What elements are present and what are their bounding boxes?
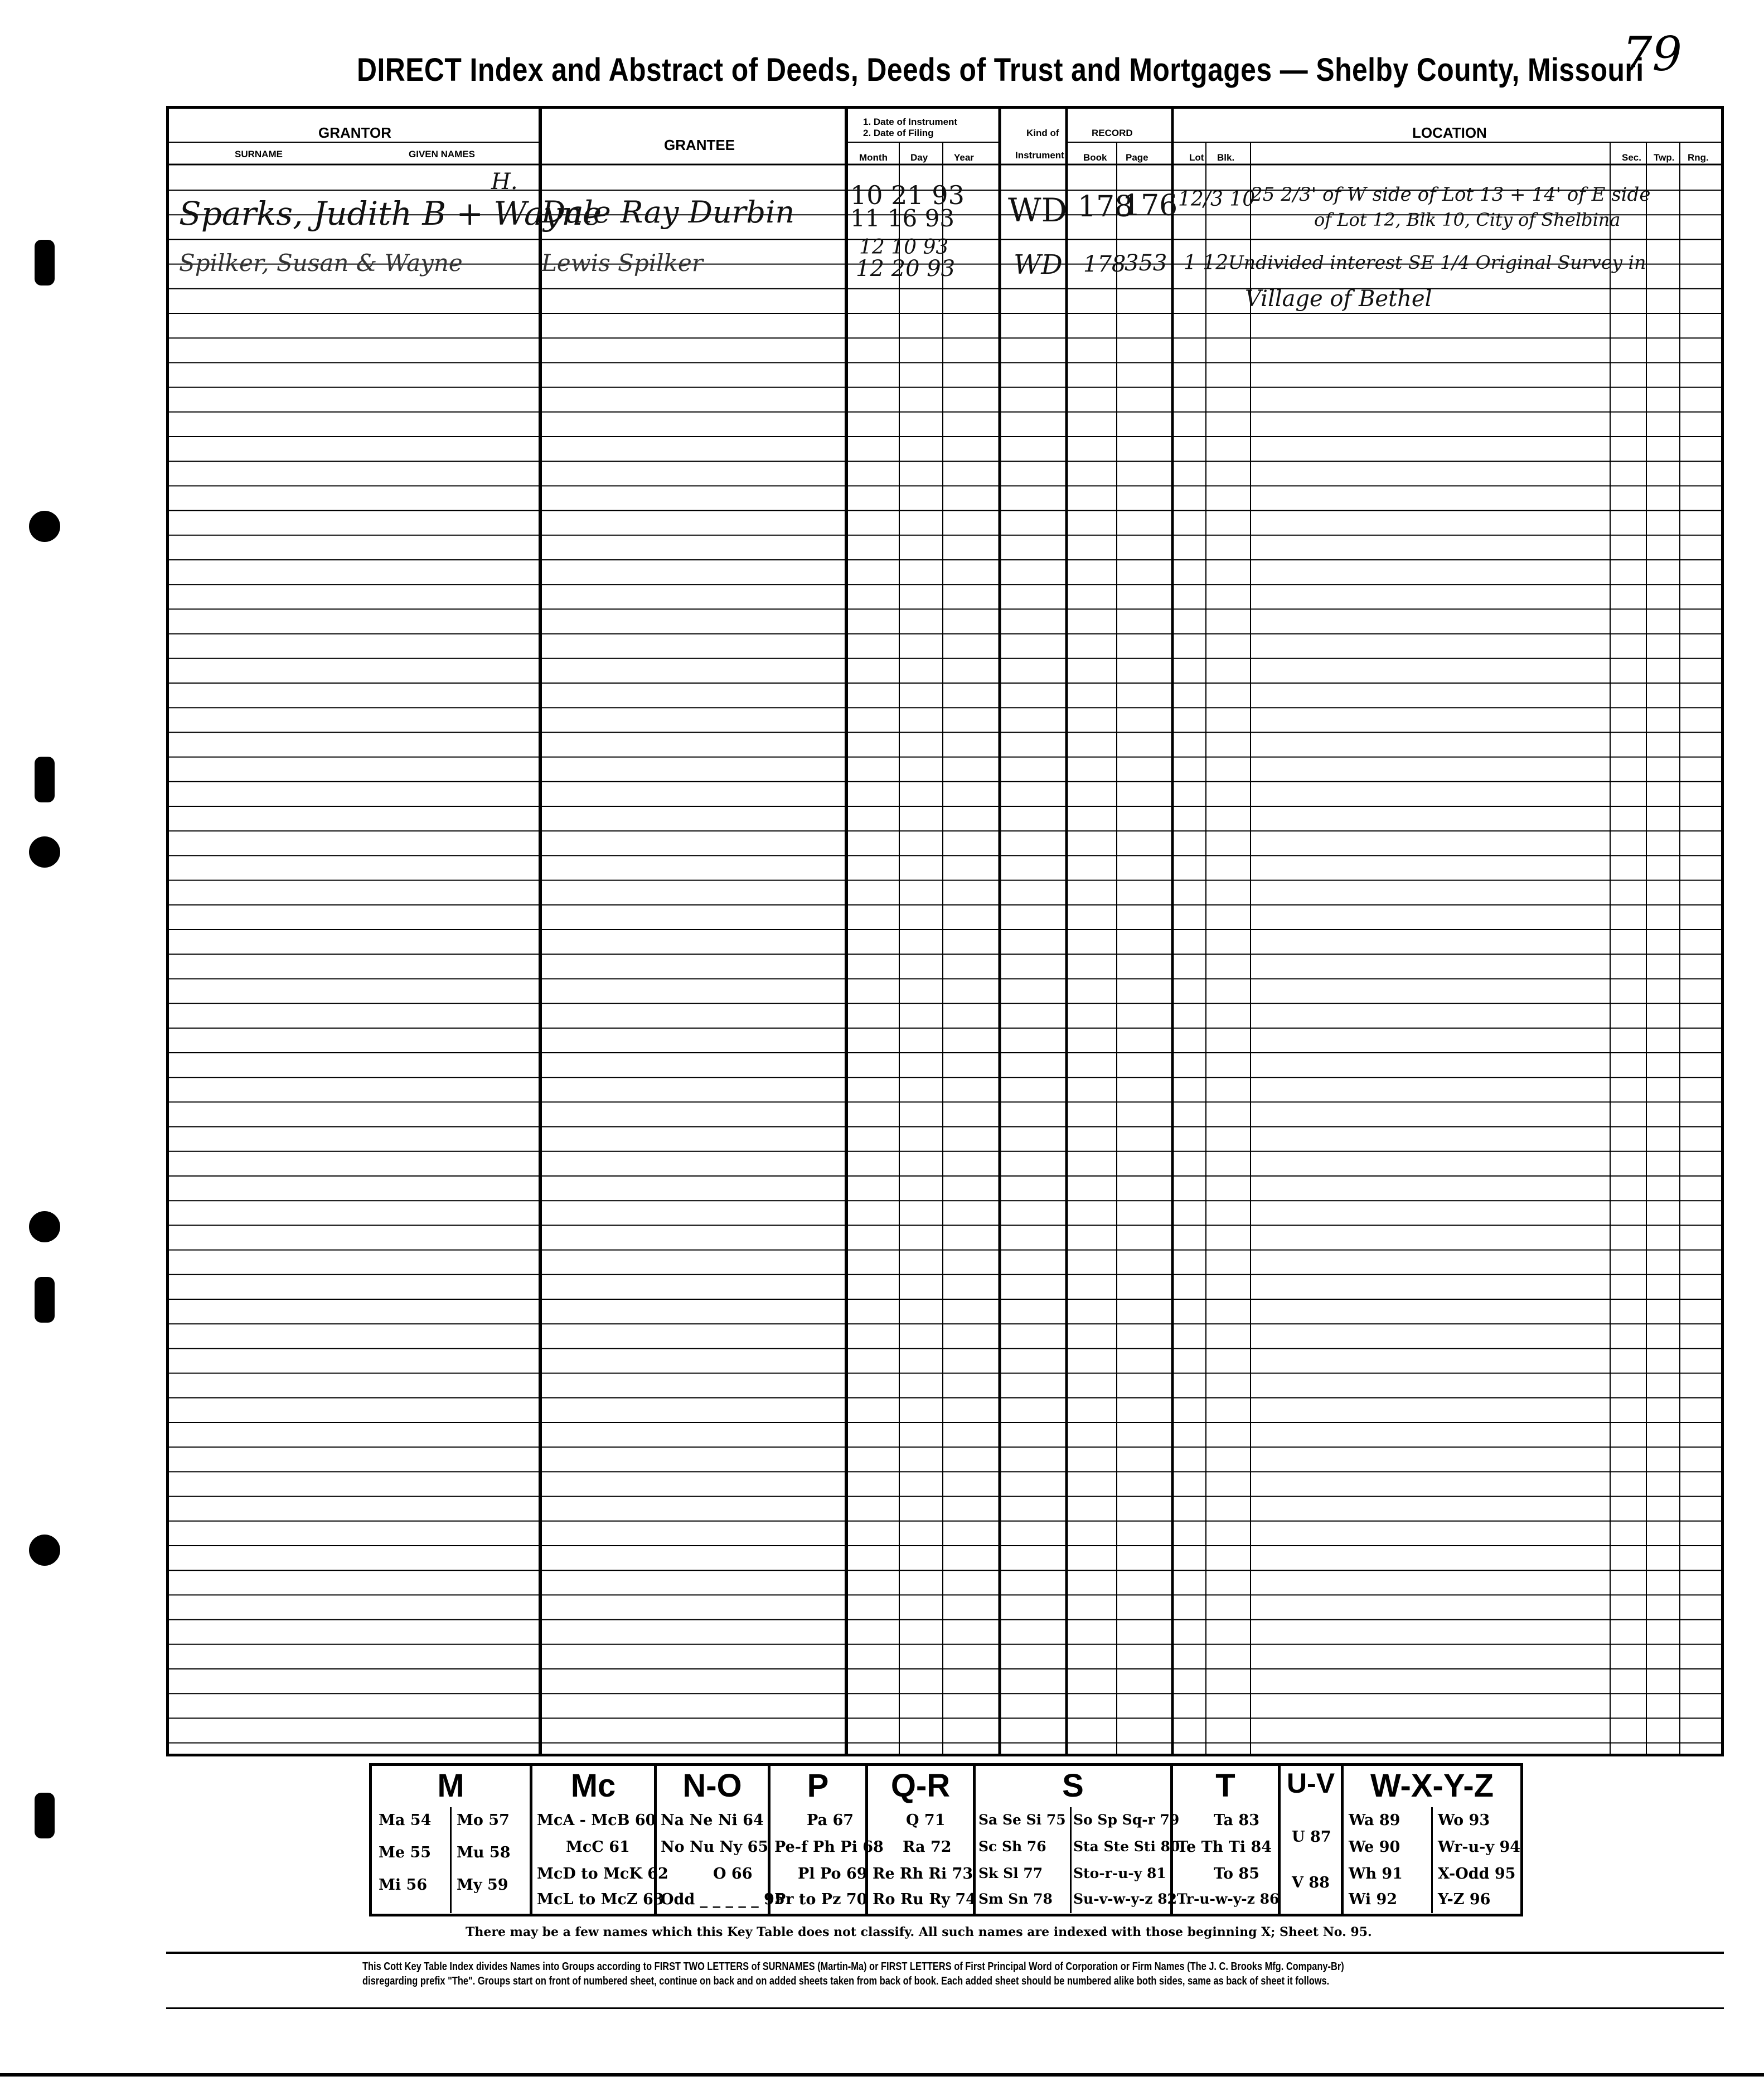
book-header: Book: [1083, 152, 1107, 163]
entry-2-date-instrument: 12 10 93: [859, 236, 949, 259]
key-cell: McL to McZ 63: [537, 1891, 664, 1908]
key-cell: Mi 56: [379, 1876, 428, 1894]
key-group-p: P: [807, 1768, 829, 1804]
key-cell: McD to McK 62: [537, 1865, 668, 1882]
key-cell: Ro Ru Ry 74: [873, 1891, 976, 1908]
grantor-header: GRANTOR: [318, 124, 391, 141]
key-cell: Re Rh Ri 73: [873, 1865, 973, 1882]
key-cell: To 85: [1214, 1865, 1259, 1882]
footer-rule: [166, 1952, 1724, 1954]
key-cell: Wa 89: [1349, 1812, 1400, 1829]
given-names-header: GIVEN NAMES: [409, 149, 476, 159]
key-cell: Ra 72: [903, 1838, 952, 1856]
key-cell: My 59: [457, 1876, 508, 1894]
key-cell: Ta 83: [1214, 1812, 1259, 1829]
key-cell: Wi 92: [1349, 1891, 1398, 1908]
page-border-bottom: [0, 2073, 1764, 2077]
key-cell: Sto-r-u-y 81: [1073, 1865, 1166, 1881]
entry-2-grantee: Lewis Spilker: [541, 249, 703, 277]
key-cell: Sa Se Si 75: [978, 1812, 1066, 1828]
binder-hole-1: [29, 511, 60, 542]
key-cell: Tr-u-w-y-z 86: [1177, 1891, 1280, 1907]
footer-line-2: disregarding prefix "The". Groups start on front of numbered sheet, continue on back and on added sheets taken from back of book. Each added sheet should be numbered alike both sides, same as back of sheet it follows.: [362, 1975, 1330, 1987]
binder-hole-4: [29, 1535, 60, 1566]
twp-header: Twp.: [1654, 152, 1675, 163]
entry-2-book: 178: [1083, 251, 1126, 277]
binder-hole-3: [29, 1211, 60, 1242]
key-table: [369, 1763, 1523, 1916]
key-cell: Su-v-w-y-z 82: [1073, 1891, 1177, 1907]
entry-2-lot-blk: 1 12: [1184, 251, 1229, 274]
rng-header: Rng.: [1688, 152, 1709, 163]
record-header: RECORD: [1092, 128, 1133, 138]
year-header: Year: [954, 152, 974, 163]
key-group-n-o: N-O: [682, 1768, 742, 1804]
binder-slot-4: [35, 1793, 55, 1838]
ledger-table: [166, 106, 1724, 1756]
key-cell: O 66: [713, 1865, 753, 1882]
key-cell: Wr-u-y 94: [1438, 1838, 1521, 1856]
key-cell: Mo 57: [457, 1812, 510, 1829]
surname-header: SURNAME: [235, 149, 283, 159]
blk-header: Blk.: [1217, 152, 1235, 163]
entry-1-date-instrument: 10 21 93: [850, 180, 965, 210]
key-cell: Sc Sh 76: [978, 1838, 1046, 1855]
key-cell: Na Ne Ni 64: [661, 1812, 764, 1829]
entry-1-book: 178: [1078, 190, 1133, 224]
key-group-t: T: [1215, 1768, 1235, 1804]
entry-1-grantor-annotation: H.: [491, 169, 518, 195]
key-cell: Wo 93: [1438, 1812, 1490, 1829]
page-number: 79: [1622, 27, 1682, 81]
grantee-header: GRANTEE: [664, 137, 735, 153]
key-cell: We 90: [1349, 1838, 1400, 1856]
entry-1-kind: WD: [1008, 191, 1068, 229]
entry-1-date-filing: 11 16 93: [850, 205, 955, 232]
key-cell: Pa 67: [807, 1812, 854, 1829]
key-group-m: M: [437, 1768, 464, 1804]
key-cell: Mu 58: [457, 1844, 511, 1861]
key-cell: Wh 91: [1349, 1865, 1403, 1882]
binder-slot-3: [35, 1277, 55, 1323]
kind-header-2: Instrument: [1015, 150, 1064, 161]
key-cell: Ma 54: [379, 1812, 432, 1829]
key-cell: Odd _ _ _ _ _ 95: [661, 1891, 785, 1908]
entry-2-location-line-1: Undivided interest SE 1/4 Original Survey in: [1228, 251, 1646, 273]
binder-slot-2: [35, 757, 55, 802]
key-cell: So Sp Sq-r 79: [1073, 1812, 1180, 1828]
key-group-u-v: U-V: [1286, 1768, 1335, 1799]
entry-2-date-filing: 12 20 93: [856, 256, 956, 282]
key-cell: Pl Po 69: [798, 1865, 868, 1882]
date-filing-header: 2. Date of Filing: [863, 128, 934, 138]
key-cell: Pr to Pz 70: [774, 1891, 868, 1908]
entry-1-grantor: Sparks, Judith B + Wayne: [179, 195, 602, 233]
key-cell: Me 55: [379, 1844, 432, 1861]
footer-rule-bottom: [166, 2007, 1724, 2009]
binder-slot-1: [35, 240, 55, 285]
key-cell: Sk Sl 77: [978, 1865, 1043, 1881]
entry-1-grantee: Dale Ray Durbin: [541, 195, 795, 230]
binder-hole-2: [29, 836, 60, 868]
key-cell: Q 71: [906, 1812, 946, 1829]
sec-header: Sec.: [1622, 152, 1641, 163]
key-group-mc: Mc: [570, 1768, 616, 1804]
entry-2-location-line-2: Village of Bethel: [1245, 286, 1432, 312]
key-cell: X-Odd 95: [1438, 1865, 1516, 1882]
ledger-rules: [169, 109, 1721, 1754]
key-cell: McC 61: [566, 1838, 630, 1856]
key-cell: Sta Ste Sti 80: [1073, 1838, 1180, 1855]
key-cell: U 87: [1292, 1828, 1331, 1846]
entry-1-page: 176: [1122, 189, 1178, 222]
key-cell: Sm Sn 78: [978, 1891, 1053, 1907]
key-cell: V 88: [1292, 1874, 1330, 1891]
date-instrument-header: 1. Date of Instrument: [863, 117, 958, 127]
key-group-w-x-y-z: W-X-Y-Z: [1370, 1768, 1494, 1804]
entry-2-grantor: Spilker, Susan & Wayne: [179, 249, 463, 277]
month-header: Month: [859, 152, 888, 163]
key-table-note: There may be a few names which this Key Table does not classify. All such names are indexed with those beginning X; Sheet No. 95.: [466, 1925, 1372, 1939]
entry-1-location-line-1: 25 2/3' of W side of Lot 13 + 14' of E side: [1251, 183, 1651, 206]
page-header: Page: [1126, 152, 1148, 163]
page-title: DIRECT Index and Abstract of Deeds, Deeds of Trust and Mortgages — Shelby County, Missouri: [357, 52, 1644, 88]
footer-line-1: This Cott Key Table Index divides Names into Groups according to FIRST TWO LETTERS of SURNAMES (Martin-Ma) or FIRST LETTERS of First Principal Word of Corporation or Firm Names (The J. C. Brooks Mfg. Company-Br): [362, 1961, 1344, 1973]
location-header: LOCATION: [1412, 124, 1487, 141]
key-cell: No Nu Ny 65: [661, 1838, 769, 1856]
kind-header-1: Kind of: [1026, 128, 1059, 138]
key-cell: Te Th Ti 84: [1177, 1838, 1272, 1856]
entry-2-page: 353: [1125, 250, 1167, 276]
key-group-q-r: Q-R: [890, 1768, 951, 1804]
day-header: Day: [910, 152, 928, 163]
lot-header: Lot: [1189, 152, 1204, 163]
key-cell: Pe-f Ph Pi 68: [774, 1838, 884, 1856]
entry-1-location-line-2: of Lot 12, Blk 10, City of Shelbina: [1314, 209, 1621, 230]
entry-2-kind: WD: [1014, 249, 1063, 280]
entry-1-lot-blk: 12/3 10: [1178, 188, 1256, 211]
key-group-s: S: [1062, 1768, 1084, 1804]
key-cell: Y-Z 96: [1438, 1891, 1491, 1908]
key-cell: McA - McB 60: [537, 1812, 656, 1829]
